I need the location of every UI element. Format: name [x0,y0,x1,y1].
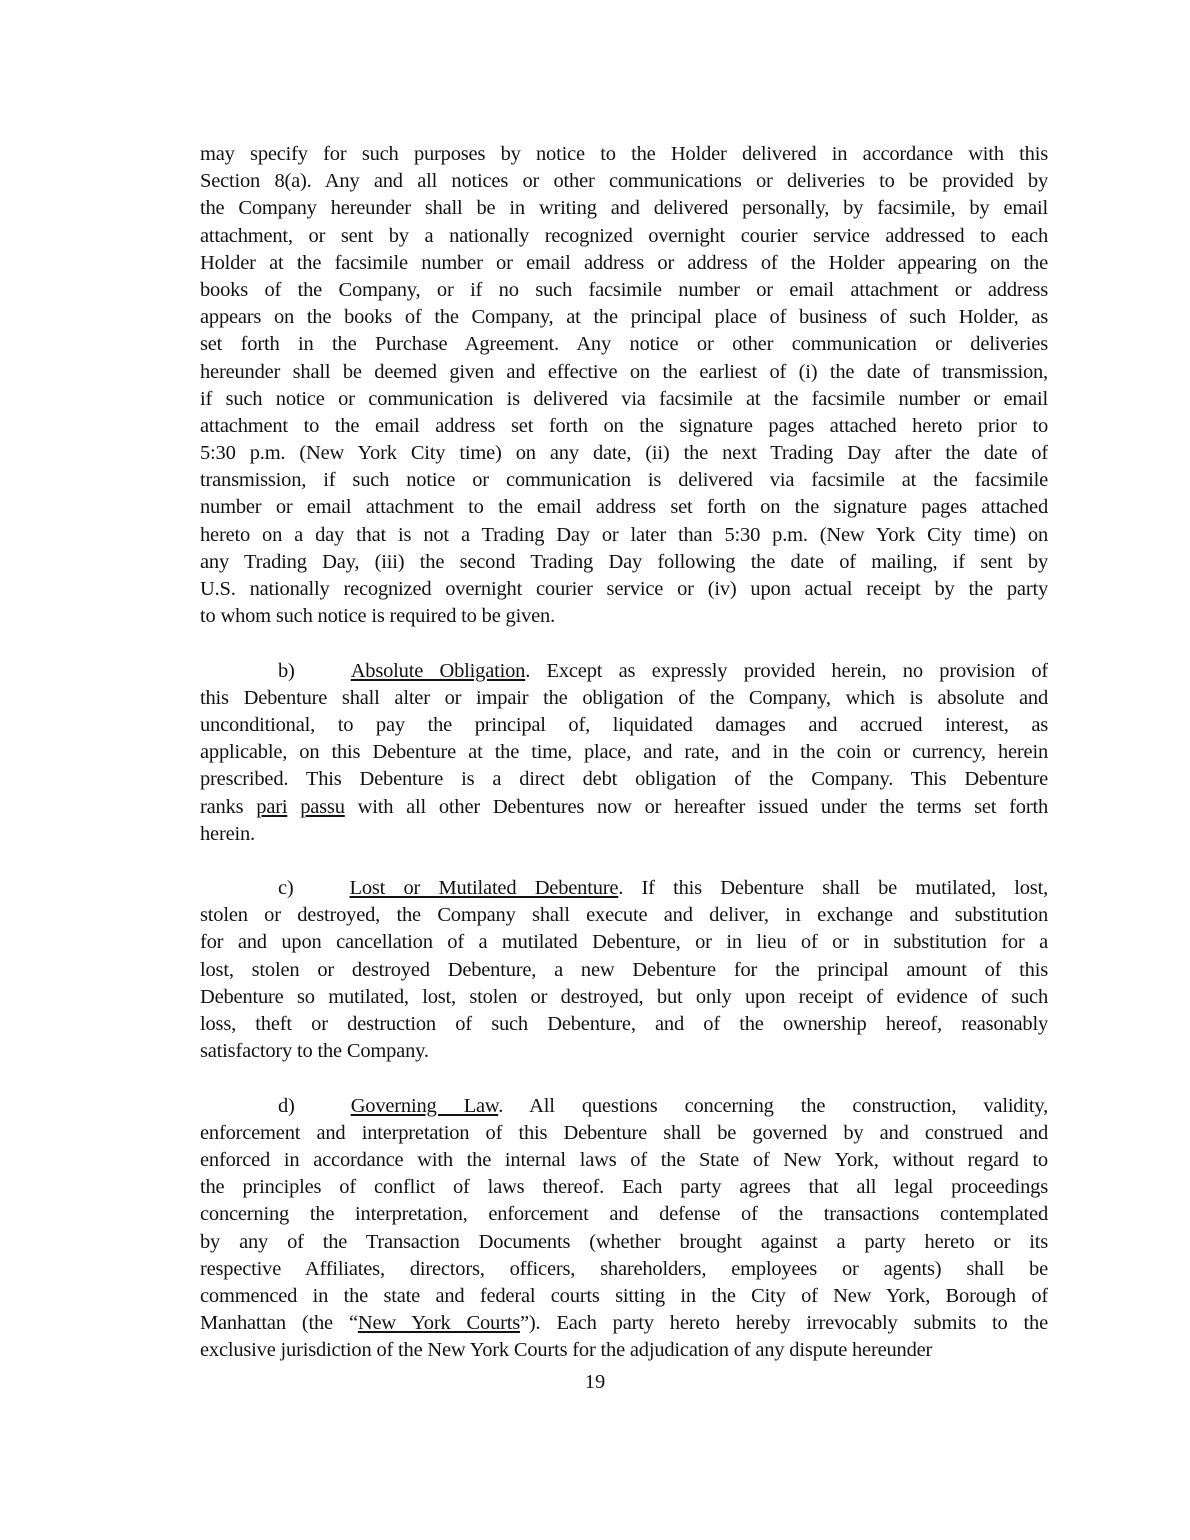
text-line [200,957,1048,984]
text-line [200,929,1048,956]
text-segment: transmission, if such notice or communication is delivered via facsimile at the facsimile [200,469,1048,492]
text-segment: U.S. nationally recognized overnight courier service or (iv) upon actual receipt by the party [200,578,1048,600]
underlined-text: passu [300,795,345,818]
underlined-text: Lost or Mutilated Debenture [349,877,619,900]
text-segment: exclusive jurisdiction of the New York Courts for the adjudication of any dispute hereunder [200,1339,933,1362]
paragraph-governing-law [200,1093,1048,1365]
spacer [295,1111,351,1112]
text-line [200,304,1048,331]
text-segment: prescribed. This Debenture is a direct debt obligation of the Company. This Debenture [200,768,1048,791]
text-segment: attachment to the email address set forth on the signature pages attached hereto prior to [200,414,1048,437]
text-line [200,1011,1048,1038]
text-segment: hereunder shall be deemed given and effective on the earliest of (i) the date of transmission, [200,360,1048,383]
paragraph-lost-or-mutilated-debenture [200,875,1048,1065]
text-segment: if such notice or communication is delivered via facsimile at the facsimile number or email [200,387,1048,410]
text-line [200,1038,1048,1065]
text-line [200,1310,1048,1337]
text-line [200,277,1048,304]
text-line [200,141,1048,168]
spacer [295,676,351,677]
text-line [200,1201,1048,1228]
text-line [200,712,1048,739]
text-line [200,902,1048,929]
text-segment: unconditional, to pay the principal of, liquidated damages and accrued interest, as [200,713,1048,736]
text-segment: any Trading Day, (iii) the second Trading Day following the date of mailing, if sent by [200,550,1048,573]
paragraph-notices-continuation [200,141,1048,630]
text-line [200,794,1048,821]
text-segment: for and upon cancellation of a mutilated Debenture, or in lieu of or in substitution for a [200,931,1048,954]
spacer [200,893,278,894]
text-line [200,250,1048,277]
spacer [200,1111,278,1112]
text-line [200,494,1048,521]
text-segment: to whom such notice is required to be given. [200,605,555,628]
text-line [200,522,1048,549]
text-line [200,359,1048,386]
text-segment: the principles of conflict of laws thereof. Each party agrees that all legal proceedings [200,1176,1048,1199]
text-line [200,1174,1048,1201]
text-segment: herein. [200,822,255,845]
text-segment: respective Affiliates, directors, officers, shareholders, employees or agents) shall be [200,1257,1048,1280]
text-segment: Holder at the facsimile number or email address or address of the Holder appearing on the [200,251,1048,274]
text-line [200,1120,1048,1147]
text-segment: with all other Debentures now or hereafter issued under the terms set forth [344,795,1048,818]
text-segment: attachment, or sent by a nationally recognized overnight courier service addressed to each [200,224,1048,247]
text-segment: lost, stolen or destroyed Debenture, a new Debenture for the principal amount of this [200,958,1048,981]
underlined-text: pari [256,795,288,818]
text-segment: this Debenture shall alter or impair the obligation of the Company, which is absolute and [200,686,1048,709]
text-line [200,984,1048,1011]
text-line [200,331,1048,358]
text-line [200,195,1048,222]
text-line [200,1283,1048,1310]
text-segment: may specify for such purposes by notice to the Holder delivered in accordance with this [200,143,1048,165]
text-segment: appears on the books of the Company, at the principal place of business of such Holder, as [200,306,1048,329]
spacer [294,893,350,894]
text-line [200,1256,1048,1283]
text-segment: ranks [200,795,257,818]
text-line [200,1093,1048,1120]
text-line [200,685,1048,712]
text-line [200,875,1048,902]
spacer [200,676,278,677]
text-segment: . All questions concerning the construction, validity, [498,1094,1048,1117]
text-line [200,658,1048,685]
text-line [200,1147,1048,1174]
text-segment: . Except as expressly provided herein, no provision of [525,659,1048,682]
text-line [200,603,1048,630]
text-line [200,168,1048,195]
text-segment: Debenture so mutilated, lost, stolen or destroyed, but only upon receipt of evidence of such [200,985,1048,1008]
text-segment: d) [278,1094,295,1117]
text-line [200,1229,1048,1256]
text-segment: hereto on a day that is not a Trading Day or later than 5:30 p.m. (New York City time) on [200,523,1048,546]
text-segment: Section 8(a). Any and all notices or other communications or deliveries to be provided by [200,170,1048,193]
text-line [200,386,1048,413]
text-line [200,440,1048,467]
text-segment: . If this Debenture shall be mutilated, lost, [618,877,1048,900]
text-segment: c) [278,877,294,900]
text-segment: applicable, on this Debenture at the time, place, and rate, and in the coin or currency, herein [200,741,1048,764]
underlined-text: Absolute Obligation [350,659,526,682]
text-segment: satisfactory to the Company. [200,1040,429,1063]
page-number: 19 [584,1371,606,1393]
text-segment: loss, theft or destruction of such Debenture, and of the ownership hereof, reasonably [200,1013,1048,1035]
text-segment: by any of the Transaction Documents (whether brought against a party hereto or its [200,1230,1048,1253]
text-line [200,766,1048,793]
text-line [200,739,1048,766]
text-segment: set forth in the Purchase Agreement. Any notice or other communication or deliveries [200,333,1048,356]
text-line [200,1337,1048,1364]
paragraph-absolute-obligation [200,658,1048,848]
text-segment: ”). Each party hereto hereby irrevocably submits to the [520,1312,1048,1335]
text-segment: books of the Company, or if no such facsimile number or email attachment or address [200,278,1048,301]
text-segment: stolen or destroyed, the Company shall execute and deliver, in exchange and substitution [200,904,1048,927]
text-segment: Manhattan (the “ [200,1312,358,1335]
text-line [200,413,1048,440]
text-segment: enforced in accordance with the internal laws of the State of New York, without regard to [200,1148,1048,1171]
text-segment: 5:30 p.m. (New York City time) on any date, (ii) the next Trading Day after the date of [200,442,1048,465]
underlined-text: Governing Law [350,1094,499,1117]
text-segment: commenced in the state and federal courts sitting in the City of New York, Borough of [200,1284,1048,1307]
text-line [200,467,1048,494]
text-line [200,223,1048,250]
text-segment: b) [278,659,295,682]
document-body [200,141,1048,1364]
text-line [200,549,1048,576]
text-segment: the Company hereunder shall be in writing and delivered personally, by facsimile, by email [200,197,1048,220]
text-segment: number or email attachment to the email address set forth on the signature pages attached [200,496,1048,519]
text-segment: enforcement and interpretation of this Debenture shall be governed by and construed and [200,1121,1048,1144]
text-segment [287,796,300,818]
text-segment: concerning the interpretation, enforcement and defense of the transactions contemplated [200,1203,1048,1226]
underlined-text: New York Courts [357,1312,521,1335]
text-line [200,576,1048,603]
text-line [200,821,1048,848]
